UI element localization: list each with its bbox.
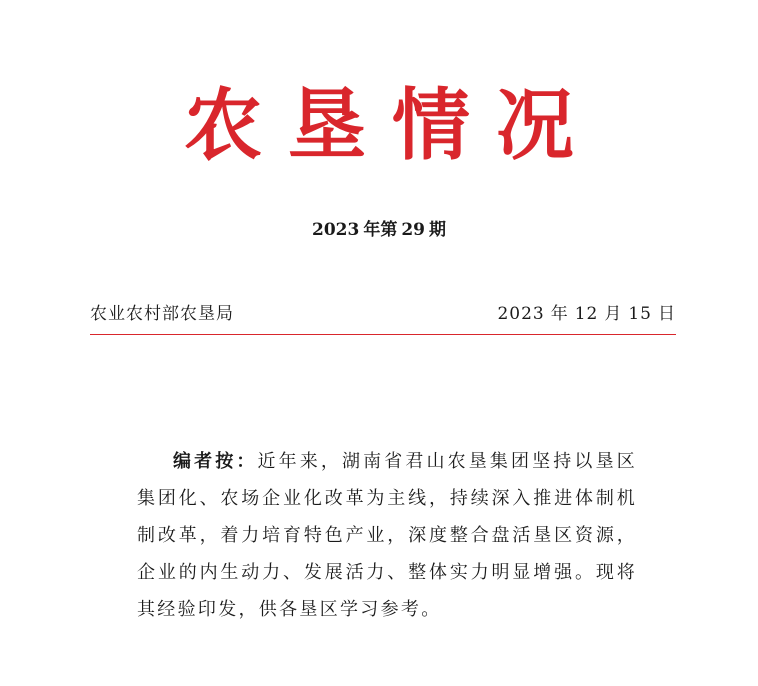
publication-meta [90,301,676,327]
header-divider [90,334,676,335]
issue-number-value: 29 [401,220,425,240]
date-month-unit: 月 [604,304,623,324]
publication-date [494,301,676,327]
issue-year: 2023 [312,220,360,240]
issue-number-unit: 期 [429,220,446,240]
publisher: 农业农村部农垦局 [90,304,234,324]
issue-year-unit: 年第 [363,220,398,240]
editor-note-label: 编者按： [173,451,258,472]
date-day: 15 [628,304,652,324]
masthead-title: 农垦情况 [183,80,600,171]
date-year: 2023 [497,304,545,324]
editor-note [137,443,637,628]
date-day-unit: 日 [658,304,676,324]
date-year-unit: 年 [550,304,569,324]
date-month: 12 [574,304,599,324]
editor-note-body: 近年来，湖南省君山农垦集团坚持以垦区集团化、农场企业化改革为主线，持续深入推进体制机制改革，着力培育特色产业，深度整合盘活垦区资源，企业的内生动力、发展活力、整体实力明显增强。现将其经验印发，供各垦区学习参考。 [137,451,637,620]
issue-number [0,216,758,244]
